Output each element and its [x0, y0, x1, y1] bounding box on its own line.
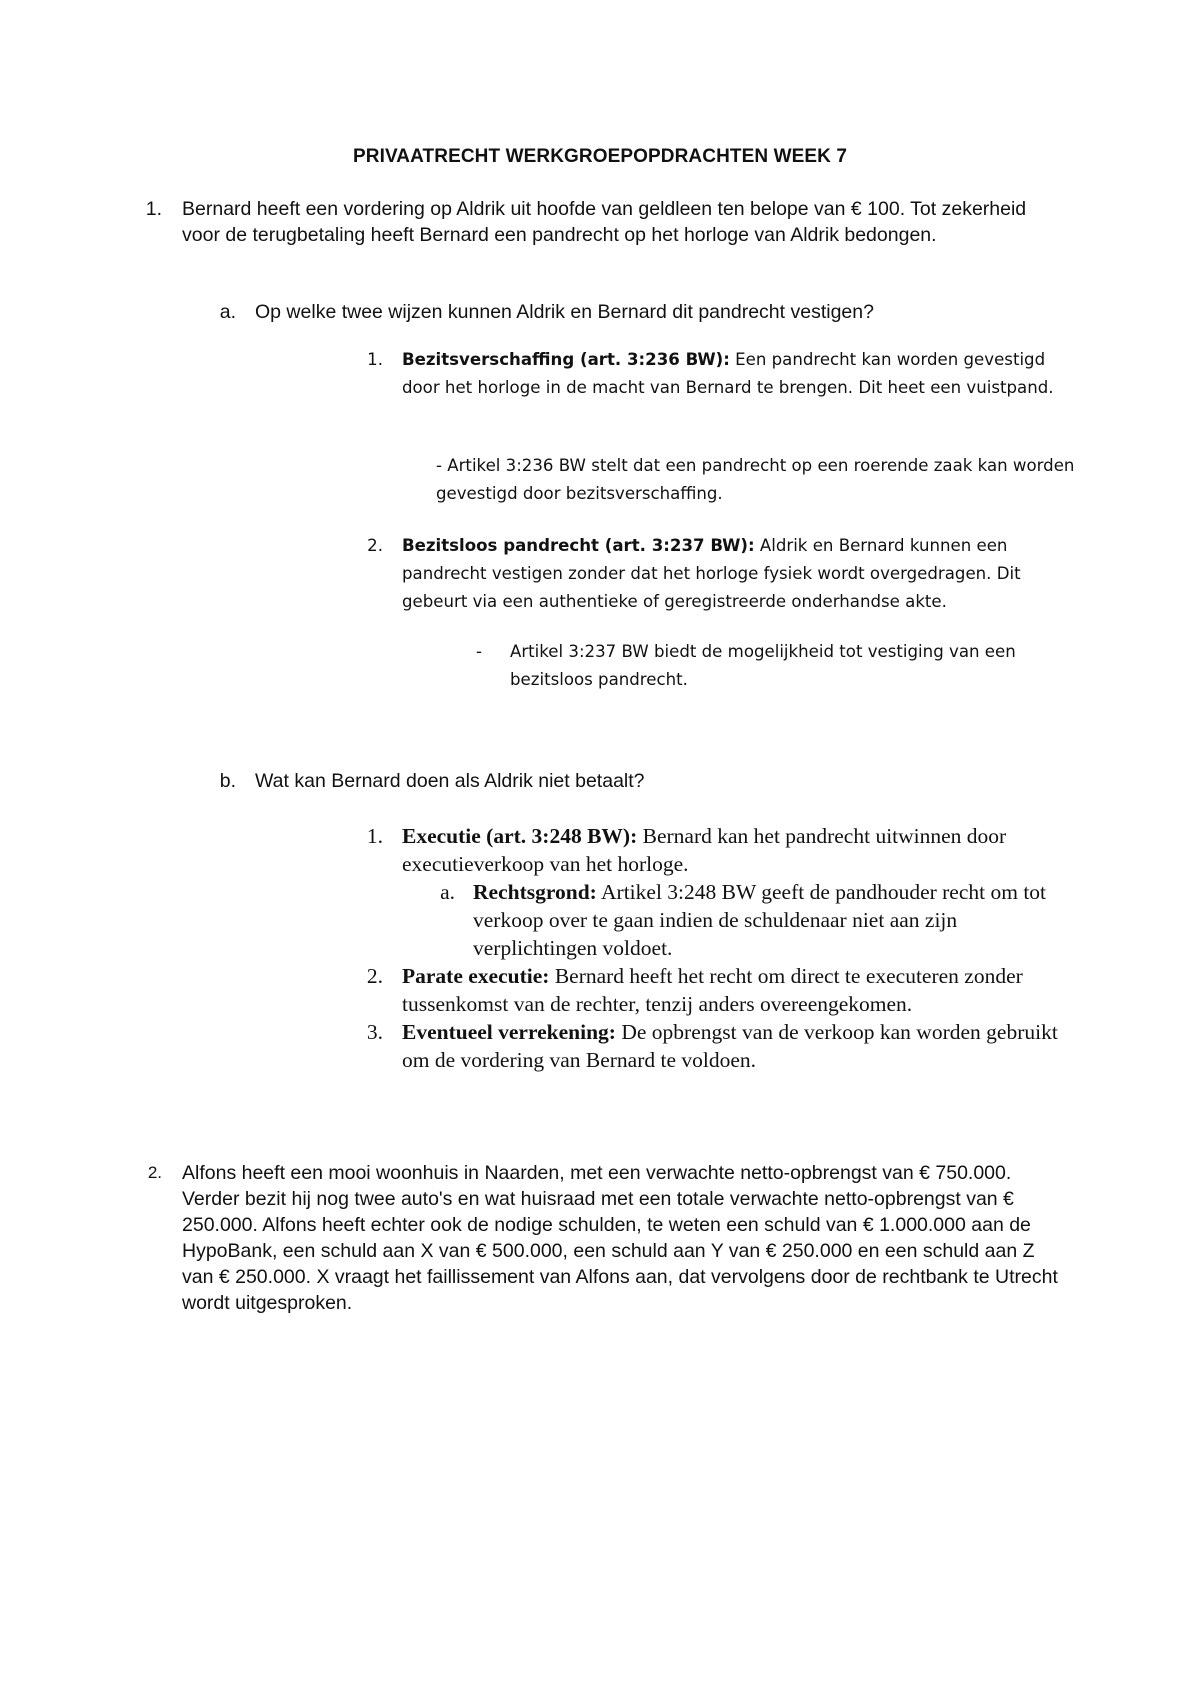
answer-text: [402, 822, 1072, 878]
subquestion-text: Wat kan Bernard doen als Aldrik niet betaalt?: [255, 770, 645, 792]
answer-number: 3.: [366, 1020, 383, 1044]
question-number: 2.: [147, 1163, 162, 1182]
question-text: Alfons heeft een mooi woonhuis in Naarden, met een verwachte netto-opbrengst van € 750.000. Verder bezit hij nog twee auto's en wat huisraad met een totale verwachte netto-opbrengst van € 250.000. Alfons heeft echter ook de nodige schulden, te weten een schuld van € 1.000.000 aan de HypoBank, een schuld aan X van € 500.000, een schuld aan Y van € 250.000 en een schuld aan Z van € 250.000. X vraagt het faillissement van Alfons aan, dat vervolgens door de rechtbank te Utrecht wordt uitgesproken.: [182, 1162, 1058, 1314]
subquestion-marker: a.: [219, 301, 236, 323]
answer-number: 1.: [367, 350, 383, 369]
answer-number: 2.: [366, 964, 383, 988]
answer-text: [402, 962, 1072, 1018]
answer-body: De opbrengst van de verkoop kan worden gebruikt om de vordering van Bernard te voldoen.: [402, 1020, 1058, 1072]
subquestion-text: Op welke twee wijzen kunnen Aldrik en Bernard dit pandrecht vestigen?: [255, 301, 874, 323]
sub-heading: Rechtsgrond:: [473, 880, 597, 904]
answer-body: Aldrik en Bernard kunnen een pandrecht vestigen zonder dat het horloge fysiek wordt overgedragen. Dit gebeurt via een authentieke of geregistreerde onderhandse akte.: [402, 536, 1021, 611]
sub-text: [473, 878, 1073, 962]
subquestion-marker: b.: [219, 770, 236, 792]
answer-heading: Eventueel verrekening:: [402, 1020, 616, 1044]
answer-text: [402, 532, 1082, 616]
answer-number: 2.: [367, 536, 383, 555]
sub-marker: a.: [440, 880, 455, 904]
answer-body: Een pandrecht kan worden gevestigd door het horloge in de macht van Bernard te brengen. Dit heet een vuistpand.: [402, 350, 1054, 397]
note-dash: -: [476, 642, 482, 661]
answer-number: 1.: [366, 824, 383, 848]
answer-heading: Bezitsloos pandrecht (art. 3:237 BW):: [402, 536, 755, 555]
answer-body: Bernard heeft het recht om direct te executeren zonder tussenkomst van de rechter, tenzij anders overeengekomen.: [402, 964, 1023, 1016]
answer-text: [402, 1018, 1072, 1074]
answer-body: Bernard kan het pandrecht uitwinnen door executieverkoop van het horloge.: [402, 824, 1007, 876]
answer-text: [402, 346, 1082, 402]
question-text: Bernard heeft een vordering op Aldrik uit hoofde van geldleen ten belope van € 100. Tot zekerheid voor de terugbetaling heeft Bernard een pandrecht op het horloge van Aldrik bedongen.: [182, 198, 1027, 246]
answer-heading: Parate executie:: [402, 964, 550, 988]
sub-body: Artikel 3:248 BW geeft de pandhouder recht om tot verkoop over te gaan indien de schuldenaar niet aan zijn verplichtingen voldoet.: [473, 880, 1047, 960]
question-number: 1.: [145, 198, 162, 220]
page-title: PRIVAATRECHT WERKGROEPOPDRACHTEN WEEK 7: [352, 146, 848, 167]
answer-note: Artikel 3:237 BW biedt de mogelijkheid tot vestiging van een bezitsloos pandrecht.: [510, 642, 1016, 689]
answer-note: - Artikel 3:236 BW stelt dat een pandrecht op een roerende zaak kan worden gevestigd door bezitsverschaffing.: [436, 456, 1075, 503]
answer-heading: Bezitsverschaffing (art. 3:236 BW):: [402, 350, 730, 369]
answer-heading: Executie (art. 3:248 BW):: [402, 824, 638, 848]
